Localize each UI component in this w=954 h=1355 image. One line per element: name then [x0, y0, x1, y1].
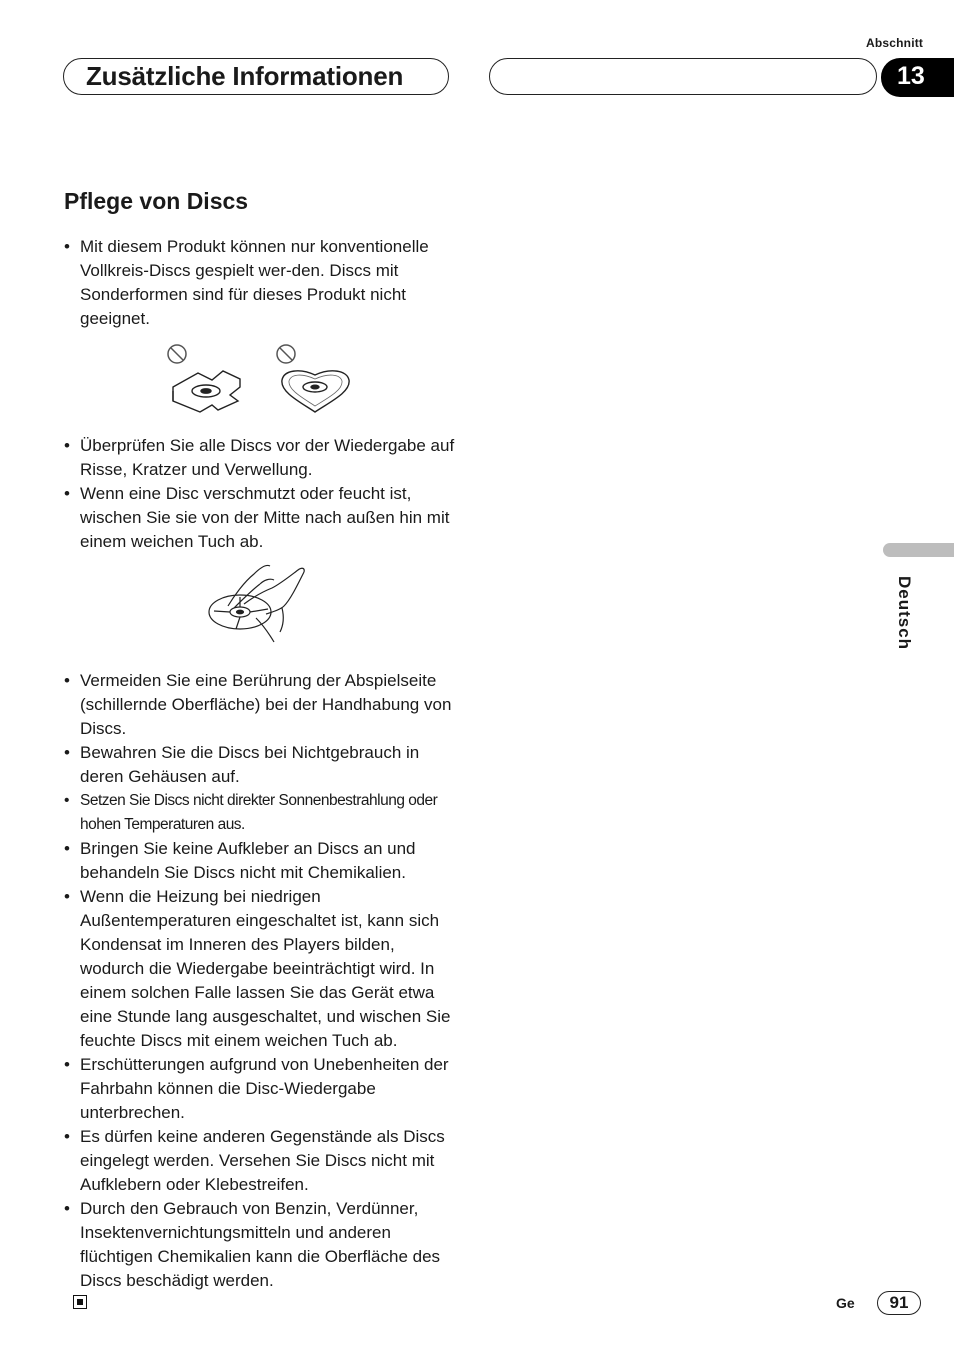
- bullet-list-2: [64, 434, 456, 554]
- chapter-title: Zusätzliche Informationen: [86, 61, 404, 91]
- list-item: • Durch den Gebrauch von Benzin, Verdünner, Insektenvernichtungsmitteln und anderen flüchtigen Chemikalien kann die Oberfläche des Discs beschädigt werden.: [64, 1197, 456, 1293]
- bullet-list-1: [64, 235, 456, 331]
- subsection-title: Pflege von Discs: [64, 188, 249, 214]
- list-item: • Wenn die Heizung bei niedrigen Außentemperaturen eingeschaltet ist, kann sich Kondensat im Inneren des Players bilden, wodurch die Wiedergabe beeinträchtigt wird. In einem solchen Falle lassen Sie das Gerät etwa eine Stunde lang ausgeschaltet, und wischen Sie feuchte Discs mit einem weichen Tuch ab.: [64, 885, 456, 1053]
- list-item: • Setzen Sie Discs nicht direkter Sonnenbestrahlung oder hohen Temperaturen aus.: [64, 789, 456, 837]
- end-of-section-icon: [73, 1295, 87, 1309]
- language-label: Deutsch: [895, 576, 914, 651]
- list-item: • Wenn eine Disc verschmutzt oder feucht ist, wischen Sie sie von der Mitte nach außen hin mit einem weichen Tuch ab.: [64, 482, 456, 554]
- list-item: • Es dürfen keine anderen Gegenstände als Discs eingelegt werden. Versehen Sie Discs nicht mit Aufklebern oder Klebestreifen.: [64, 1125, 456, 1197]
- section-number: 13: [897, 62, 925, 90]
- language-tab: [883, 543, 954, 557]
- list-item: • Überprüfen Sie alle Discs vor der Wiedergabe auf Risse, Kratzer und Verwellung.: [64, 434, 456, 482]
- list-item: • Erschütterungen aufgrund von Unebenheiten der Fahrbahn können die Disc-Wiedergabe unterbrechen.: [64, 1053, 456, 1125]
- prohibited-icon: [277, 345, 295, 363]
- section-number-tab: [881, 58, 954, 97]
- language-code: Ge: [836, 1295, 855, 1311]
- list-item: • Bringen Sie keine Aufkleber an Discs an und behandeln Sie Discs nicht mit Chemikalien.: [64, 837, 456, 885]
- page-number-box: [877, 1291, 921, 1315]
- chapter-title-box: [63, 58, 449, 95]
- list-item: • Vermeiden Sie eine Berührung der Abspielseite (schillernde Oberfläche) bei der Handhabung von Discs.: [64, 669, 456, 741]
- irregular-disc-icon: [173, 371, 240, 412]
- header-empty-box: [489, 58, 877, 95]
- prohibited-discs-illustration: [160, 340, 360, 418]
- wipe-disc-illustration: [200, 560, 315, 648]
- section-label: Abschnitt: [866, 36, 924, 50]
- list-item: • Mit diesem Produkt können nur konventionelle Vollkreis-Discs gespielt wer-den. Discs mit Sonderformen sind für dieses Produkt nicht geeignet.: [64, 235, 456, 331]
- bullet-list-3: [64, 669, 456, 1293]
- prohibited-icon: [168, 345, 186, 363]
- heart-disc-icon: [282, 371, 349, 412]
- page-number: 91: [889, 1293, 909, 1312]
- list-item: • Bewahren Sie die Discs bei Nichtgebrauch in deren Gehäusen auf.: [64, 741, 456, 789]
